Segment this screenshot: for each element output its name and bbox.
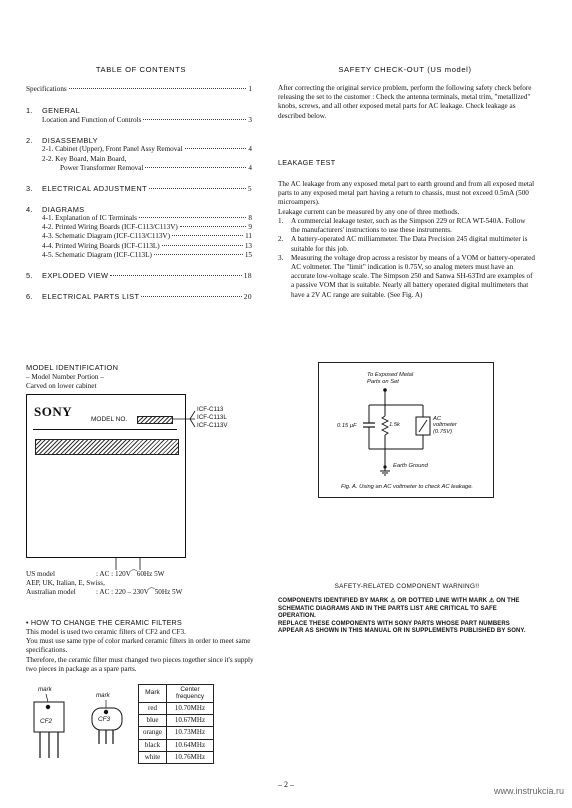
toc-page-number: 3 [248, 115, 252, 124]
warning-title: SAFETY-RELATED COMPONENT WARNING!! [334, 583, 480, 590]
safety-title: SAFETY CHECK-OUT (US model) [338, 65, 472, 74]
toc-page-number: 15 [244, 250, 252, 259]
toc-section-number: 1. [26, 106, 33, 116]
leakage-text [278, 180, 536, 300]
toc-item[interactable] [26, 242, 252, 251]
list-item [278, 235, 536, 253]
figure-label-line: voltmeter [433, 422, 457, 429]
toc-leader [162, 245, 243, 246]
ground-label: Earth Ground [393, 463, 428, 469]
table-cell-mark: orange [139, 727, 167, 739]
warning-paragraph: REPLACE THESE COMPONENTS WITH SONY PARTS WHOSE PART NUMBERS APPEAR AS SHOWN IN THIS MANUAL OR IN SUPPLEMENTS PUBLISHED BY SONY. [278, 620, 526, 634]
toc-section-number: 5. [26, 271, 33, 281]
power-region: AEP, UK, Italian, E, Swiss, [26, 579, 105, 588]
table-row [139, 751, 214, 763]
figure-caption: Fig. A. Using an AC voltmeter to check AC leakage. [340, 484, 474, 490]
warning-paragraph: COMPONENTS IDENTIFIED BY MARK ⚠ OR DOTTED LINE WITH MARK ⚠ ON THE SCHEMATIC DIAGRAMS AND IN THE PARTS LIST ARE CRITICAL TO SAFE OPERATION. [278, 598, 520, 619]
table-row [139, 703, 214, 715]
figure-label-line: AC [433, 416, 442, 422]
toc-leader [143, 119, 246, 120]
toc-item-label: 4-1. Explanation of IC Terminals [42, 213, 137, 222]
mark-label-cf2: mark [38, 686, 52, 693]
toc-item-label: 4-5. Schematic Diagram (ICF-C113L) [42, 250, 152, 259]
warning-body [278, 598, 536, 636]
list-item [278, 217, 536, 235]
list-text: A battery-operated AC milliammeter. The Data Precision 245 digital multimeter is suitable for this job. [291, 235, 528, 253]
sony-logo: SONY [34, 404, 73, 419]
toc-section-number: 3. [26, 184, 33, 194]
list-text: Measuring the voltage drop across a resistor by means of a VOM or battery-operated AC voltmeter. The "limit" indication is 0.75V, so analog meters must have an accurate low-voltage scale. The Simpson 250 and Sanwa SH-63Trd are examples of a passive VOM that is suitable. Nearly all battery operated digital multimeters that have a 2V AC range are suitable. (See Fig. A) [291, 253, 535, 299]
toc-page-number: 20 [243, 291, 252, 301]
toc-section-title: ELECTRICAL PARTS LIST [42, 291, 140, 301]
table-cell-frequency: 10.73MHz [167, 727, 214, 739]
power-spec: : AC : 220 – 230V⁀50Hz 5W [96, 588, 183, 597]
power-region: Australian model [26, 588, 76, 597]
figure-label-line: Parts on Set [367, 378, 399, 385]
table-row [139, 739, 214, 751]
toc-specifications-label: Specifications [26, 85, 67, 93]
toc-title: TABLE OF CONTENTS [95, 65, 187, 74]
toc-section-number: 6. [26, 291, 33, 301]
ceramic-paragraph: This model is used two ceramic filters of CF2 and CF3. [26, 628, 186, 636]
model-name: ICF-C113V [197, 422, 228, 430]
model-no-label: MODEL NO. [91, 416, 128, 423]
toc-page-number: 1 [248, 85, 252, 93]
toc-item[interactable] [26, 116, 252, 125]
toc-item[interactable] [26, 223, 252, 232]
capacitor-label: 0.15 μF [337, 423, 357, 429]
ceramic-paragraph: You must use same type of color marked ceramic filters in order to meet same specifications. [26, 637, 251, 655]
figure-a [318, 362, 494, 498]
list-number: 2. [278, 235, 284, 244]
toc-page-number: 11 [245, 232, 252, 241]
toc-section-number: 2. [26, 135, 33, 145]
mark-label-cf3: mark [96, 692, 110, 699]
toc-item-label: 4-3. Schematic Diagram (ICF-C113/C113V) [42, 232, 171, 241]
toc-leader [185, 148, 247, 149]
toc-section-general [26, 106, 252, 125]
resistor-label: 1.5k [389, 422, 400, 428]
toc-section-electrical-adjustment[interactable] [26, 184, 252, 193]
ceramic-text [26, 628, 258, 674]
list-number: 3. [278, 253, 284, 262]
ceramic-paragraph: Therefore, the ceramic filter must changed two pieces together since it's supply two pieces in package as a spare parts. [26, 655, 254, 673]
leakage-test-title: LEAKAGE TEST [278, 158, 336, 167]
toc-section-title: ELECTRICAL ADJUSTMENT [42, 184, 148, 194]
table-cell-mark: black [139, 739, 167, 751]
ceramic-filter-table [138, 684, 214, 764]
table-row [139, 727, 214, 739]
table-cell-frequency: 10.67MHz [167, 715, 214, 727]
ceramic-title: • HOW TO CHANGE THE CERAMIC FILTERS [26, 618, 182, 627]
toc-item[interactable] [26, 164, 252, 173]
toc-item[interactable] [26, 214, 252, 223]
toc-item[interactable] [26, 232, 252, 241]
toc-leader [69, 88, 247, 89]
toc-specifications[interactable] [26, 85, 252, 94]
figure-label-line: To Exposed Metal [367, 372, 414, 378]
toc-page-number: 4 [248, 163, 252, 172]
list-number: 1. [278, 216, 284, 225]
page-number: – 2 – [278, 780, 294, 789]
table-cell-frequency: 10.64MHz [167, 739, 214, 751]
table-header-row [139, 685, 214, 703]
toc-page-number: 18 [243, 271, 252, 281]
toc-section-title: DIAGRAMS [42, 204, 85, 214]
power-row [26, 588, 246, 597]
table-of-contents [26, 85, 252, 301]
toc-section-disassembly [26, 136, 252, 173]
model-id-title: MODEL IDENTIFICATION [26, 363, 119, 372]
model-id-carved-note: Carved on lower cabinet [26, 382, 97, 390]
toc-item-label: Location and Function of Controls [42, 115, 142, 124]
toc-section-heading[interactable] [26, 205, 252, 214]
table-header: Mark [139, 685, 167, 703]
toc-section-parts-list[interactable] [26, 292, 252, 301]
ceramic-filter-drawing [26, 682, 138, 766]
figure-top-label [367, 372, 413, 385]
toc-page-number: 13 [244, 241, 252, 250]
table-cell-mark: white [139, 751, 167, 763]
leader-lines [150, 405, 200, 565]
table-cell-mark: blue [139, 715, 167, 727]
toc-leader [110, 275, 241, 276]
watermark: www.instrukcia.ru [493, 786, 564, 796]
toc-leader [180, 226, 247, 227]
model-names [197, 406, 228, 430]
toc-item-label: 2-1. Cabinet (Upper), Front Panel Assy Removal [42, 145, 183, 154]
table-row [139, 715, 214, 727]
toc-leader [149, 188, 246, 189]
table-cell-mark: red [139, 703, 167, 715]
toc-section-title: DISASSEMBLY [42, 135, 99, 145]
toc-section-diagrams [26, 205, 252, 261]
meter-label [433, 416, 457, 435]
power-row [26, 570, 246, 579]
toc-section-title: GENERAL [42, 106, 81, 116]
cf3-label: CF3 [98, 716, 111, 723]
toc-section-heading[interactable] [26, 136, 252, 145]
toc-item-label: 4-4. Printed Wiring Boards (ICF-C113L) [42, 241, 160, 250]
cf2-label: CF2 [40, 718, 53, 725]
toc-leader [141, 296, 241, 297]
model-name: ICF-C113L [197, 414, 227, 422]
power-spec: : AC : 120V⁀60Hz 5W [96, 570, 165, 578]
toc-leader [154, 254, 243, 255]
toc-item-label: 4-2. Printed Wiring Boards (ICF-C113/C113V) [42, 223, 178, 232]
list-item [278, 254, 536, 300]
toc-section-heading[interactable] [26, 106, 252, 115]
leakage-paragraph: The AC leakage from any exposed metal part to earth ground and from all exposed metal parts to any exposed metal part having a return to chassis, must not exceed 0.5mA (500 microampers). [278, 180, 535, 207]
toc-page-number: 9 [248, 223, 252, 232]
safety-intro: After correcting the original service problem, perform the following safety check before releasing the set to the customer : Check the antenna terminals, metal trim, "metallized" knobs, screws, and all other exposed metal parts for AC leakage. Check leakage as described below. [278, 84, 532, 120]
toc-item-label: Power Transformer Removal [60, 163, 144, 172]
toc-leader [145, 167, 246, 168]
toc-section-title: EXPLODED VIEW [42, 271, 109, 281]
toc-page-number: 8 [248, 213, 252, 222]
table-cell-frequency: 10.76MHz [167, 751, 214, 763]
model-id-subtitle: – Model Number Portion – [26, 373, 104, 381]
figure-label-line: (0.75V) [433, 428, 453, 435]
toc-item[interactable] [26, 155, 252, 164]
table-cell-frequency: 10.70MHz [167, 703, 214, 715]
table-header: Center frequency [167, 685, 214, 703]
toc-section-number: 4. [26, 204, 33, 214]
list-text: A commercial leakage tester, such as the Simpson 229 or RCA WT-540A. Follow the manufacturers' instructions to use these instruments. [291, 216, 526, 235]
toc-page-number: 4 [248, 145, 252, 154]
leakage-paragraph: Leakage current can be measured by any one of three methods. [278, 207, 460, 216]
toc-section-exploded-view[interactable] [26, 271, 252, 280]
power-region: US model [26, 570, 55, 578]
toc-page-number: 5 [247, 184, 252, 194]
toc-leader [172, 235, 243, 236]
toc-item[interactable] [26, 145, 252, 154]
model-name: ICF-C113 [197, 406, 224, 413]
toc-leader [139, 217, 246, 218]
toc-item-label: 2-2. Key Board, Main Board, [42, 154, 127, 163]
power-ratings [26, 570, 246, 598]
toc-item[interactable] [26, 251, 252, 260]
